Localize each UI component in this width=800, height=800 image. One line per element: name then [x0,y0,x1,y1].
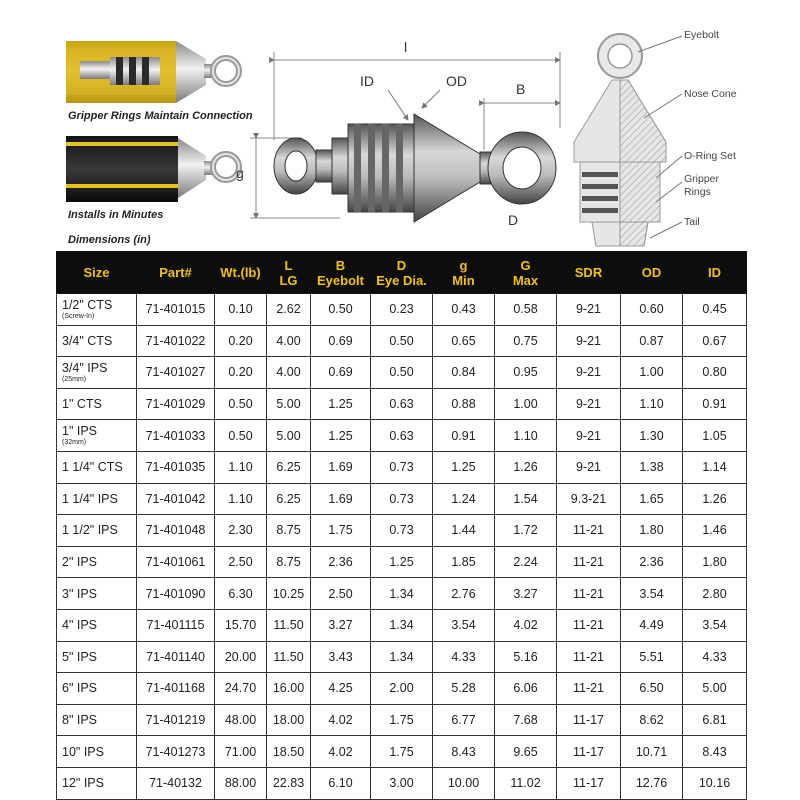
cell-b: 4.02 [311,704,371,736]
cell-wt: 0.20 [215,357,267,389]
cell-d: 1.75 [371,704,433,736]
cell-od: 1.65 [621,483,683,515]
cell-sdr: 9-21 [557,325,621,357]
cell-sdr: 11-21 [557,673,621,705]
cell-wt: 1.10 [215,483,267,515]
table-row [57,483,747,515]
cell-part: 71-40132 [137,767,215,799]
cell-id: 1.14 [683,451,747,483]
cell-part: 71-401140 [137,641,215,673]
cell-gmin: 3.54 [433,609,495,641]
column-header-label: ID [708,265,721,280]
cell-l: 8.75 [267,546,311,578]
cell-sdr: 11-21 [557,609,621,641]
cell-b: 4.25 [311,673,371,705]
cell-gmax: 1.54 [495,483,557,515]
cell-sdr: 11-17 [557,704,621,736]
cell-l: 16.00 [267,673,311,705]
cell-sdr: 11-21 [557,546,621,578]
cell-l: 4.00 [267,325,311,357]
table-row [57,515,747,547]
cell-od: 10.71 [621,736,683,768]
table-row [57,294,747,326]
cell-sdr: 9-21 [557,451,621,483]
cell-l: 6.25 [267,483,311,515]
cell-id: 3.54 [683,609,747,641]
cell-od: 1.00 [621,357,683,389]
cell-gmin: 0.65 [433,325,495,357]
cell-od: 1.38 [621,451,683,483]
cell-part: 71-401168 [137,673,215,705]
size-label: 8" IPS [62,713,98,728]
cell-gmax: 1.72 [495,515,557,547]
cell-gmax: 5.16 [495,641,557,673]
size-label: 1" CTS [62,397,102,412]
cell-size [57,451,137,483]
cell-size [57,325,137,357]
size-label: 1 1/4" IPS [62,491,118,506]
cell-gmin: 10.00 [433,767,495,799]
cell-gmax: 6.06 [495,673,557,705]
cell-part: 71-401273 [137,736,215,768]
cell-b: 6.10 [311,767,371,799]
cell-d: 1.34 [371,609,433,641]
cell-gmin: 1.24 [433,483,495,515]
size-label: 10" IPS [62,744,104,759]
column-header-symbol: B [335,257,346,273]
cell-sdr: 11-21 [557,641,621,673]
cell-l: 22.83 [267,767,311,799]
cell-b: 1.25 [311,388,371,420]
cell-od: 0.60 [621,294,683,326]
size-label: 1 1/2" IPS [62,523,118,538]
cell-id: 2.80 [683,578,747,610]
size-label: 1/2" CTS [62,297,113,312]
size-label: 12" IPS [62,776,104,791]
cell-od: 3.54 [621,578,683,610]
cell-d: 1.75 [371,736,433,768]
cell-b: 1.25 [311,420,371,452]
cell-gmin: 1.44 [433,515,495,547]
cell-od: 4.49 [621,609,683,641]
cell-sdr: 9-21 [557,420,621,452]
cell-sdr: 11-17 [557,736,621,768]
dimensions-caption: Dimensions (in) [68,234,151,246]
cell-id: 0.91 [683,388,747,420]
cell-b: 0.50 [311,294,371,326]
cell-wt: 1.10 [215,451,267,483]
cell-part: 71-401090 [137,578,215,610]
cell-part: 71-401027 [137,357,215,389]
column-header [311,252,371,294]
cell-wt: 15.70 [215,609,267,641]
cell-l: 8.75 [267,515,311,547]
cell-gmax: 7.68 [495,704,557,736]
cell-gmin: 1.85 [433,546,495,578]
xsec-nosecone-label: Nose Cone [684,88,737,100]
column-header-label: OD [641,265,662,280]
cell-gmin: 0.43 [433,294,495,326]
cell-part: 71-401033 [137,420,215,452]
table-row [57,767,747,799]
cell-wt: 6.30 [215,578,267,610]
cell-id: 0.67 [683,325,747,357]
cell-wt: 0.20 [215,325,267,357]
cell-gmax: 11.02 [495,767,557,799]
cell-d: 0.73 [371,451,433,483]
cell-sdr: 11-17 [557,767,621,799]
xsec-tail-label: Tail [684,216,700,228]
cell-gmax: 1.26 [495,451,557,483]
column-header [433,252,495,294]
size-label: 5" IPS [62,649,98,664]
table-row [57,673,747,705]
cell-part: 71-401022 [137,325,215,357]
cell-part: 71-401015 [137,294,215,326]
column-header-label: Max [512,272,539,288]
table-row [57,388,747,420]
table-row [57,546,747,578]
cell-wt: 0.10 [215,294,267,326]
column-header-label: LG [279,272,298,288]
cell-wt: 20.00 [215,641,267,673]
size-note: (25mm) [62,375,87,383]
cell-b: 1.75 [311,515,371,547]
photo-installs [66,132,244,204]
dim-b-label: B [516,81,526,97]
cell-od: 0.87 [621,325,683,357]
cell-part: 71-401219 [137,704,215,736]
photo1-caption: Gripper Rings Maintain Connection [68,110,253,122]
cell-od: 1.30 [621,420,683,452]
cell-part: 71-401035 [137,451,215,483]
cell-size [57,673,137,705]
column-header [267,252,311,294]
cell-gmax: 0.95 [495,357,557,389]
cell-part: 71-401115 [137,609,215,641]
cell-size [57,641,137,673]
table-row [57,420,747,452]
cell-gmax: 4.02 [495,609,557,641]
cell-sdr: 9.3-21 [557,483,621,515]
cell-id: 1.80 [683,546,747,578]
cell-sdr: 11-21 [557,578,621,610]
cell-b: 3.27 [311,609,371,641]
cell-gmin: 0.91 [433,420,495,452]
cell-gmax: 1.10 [495,420,557,452]
column-header-symbol: L [284,257,293,273]
cell-l: 11.50 [267,609,311,641]
cell-wt: 88.00 [215,767,267,799]
cell-wt: 24.70 [215,673,267,705]
column-header-label: Eye Dia. [376,272,427,288]
cell-size [57,483,137,515]
cell-b: 0.69 [311,325,371,357]
cell-sdr: 9-21 [557,294,621,326]
cell-d: 1.34 [371,578,433,610]
table-row [57,704,747,736]
photo2-caption: Installs in Minutes [68,209,164,221]
cell-b: 1.69 [311,483,371,515]
size-label: 1" IPS [62,424,98,439]
cell-part: 71-401042 [137,483,215,515]
size-label: 3/4" CTS [62,333,113,348]
table-row [57,325,747,357]
cell-size [57,420,137,452]
cell-size [57,578,137,610]
cell-d: 0.50 [371,357,433,389]
size-label: 4" IPS [62,618,98,633]
cell-wt: 0.50 [215,420,267,452]
cell-l: 6.25 [267,451,311,483]
column-header [137,252,215,294]
cell-b: 3.43 [311,641,371,673]
cell-b: 4.02 [311,736,371,768]
cell-gmin: 5.28 [433,673,495,705]
cell-id: 1.46 [683,515,747,547]
size-label: 3/4" IPS [62,360,108,375]
cell-l: 5.00 [267,420,311,452]
cell-part: 71-401029 [137,388,215,420]
size-note: (32mm) [62,439,87,447]
cell-part: 71-401048 [137,515,215,547]
cell-b: 2.50 [311,578,371,610]
column-header [621,252,683,294]
cell-od: 6.50 [621,673,683,705]
column-header [683,252,747,294]
size-label: 3" IPS [62,586,98,601]
cell-wt: 0.50 [215,388,267,420]
table-header-row [57,252,747,294]
cell-id: 1.05 [683,420,747,452]
size-label: 1 1/4" CTS [62,460,123,475]
cell-d: 0.50 [371,325,433,357]
cell-od: 2.36 [621,546,683,578]
cell-id: 8.43 [683,736,747,768]
cell-gmax: 0.58 [495,294,557,326]
table-row [57,609,747,641]
cell-wt: 71.00 [215,736,267,768]
table-row [57,578,747,610]
cell-b: 1.69 [311,451,371,483]
dim-od-label: OD [446,73,467,89]
column-header-label: SDR [574,265,603,280]
dimension-diagram [236,28,574,243]
cell-d: 1.34 [371,641,433,673]
cell-l: 10.25 [267,578,311,610]
cell-gmax: 3.27 [495,578,557,610]
cell-gmin: 0.88 [433,388,495,420]
cell-size [57,294,137,326]
cell-od: 5.51 [621,641,683,673]
cell-l: 4.00 [267,357,311,389]
size-note: (Screw-In) [62,312,95,320]
xsec-gripper-label: Gripper [684,173,720,185]
cell-size [57,546,137,578]
column-header [371,252,433,294]
cell-od: 8.62 [621,704,683,736]
cell-id: 0.45 [683,294,747,326]
xsec-rings-label: Rings [684,186,711,198]
cell-d: 2.00 [371,673,433,705]
table-row [57,641,747,673]
cell-size [57,609,137,641]
xsec-eyebolt-label: Eyebolt [684,29,720,41]
size-label: 2" IPS [62,555,98,570]
cell-gmax: 2.24 [495,546,557,578]
cell-od: 12.76 [621,767,683,799]
cell-gmin: 8.43 [433,736,495,768]
cell-id: 10.16 [683,767,747,799]
column-header-label: Min [452,272,475,288]
cell-b: 0.69 [311,357,371,389]
cell-l: 2.62 [267,294,311,326]
cell-size [57,515,137,547]
column-header [557,252,621,294]
cell-d: 0.23 [371,294,433,326]
cell-sdr: 11-21 [557,515,621,547]
cell-gmin: 6.77 [433,704,495,736]
dim-d-label: D [508,212,519,228]
cell-size [57,357,137,389]
cell-size [57,736,137,768]
cell-d: 3.00 [371,767,433,799]
cell-gmax: 0.75 [495,325,557,357]
column-header-symbol: G [520,257,531,273]
cell-d: 0.63 [371,420,433,452]
cell-size [57,767,137,799]
cell-id: 0.80 [683,357,747,389]
specifications-table [56,251,747,800]
cell-sdr: 9-21 [557,388,621,420]
photo-gripper-rings [66,35,244,107]
dim-id-label: ID [360,73,374,89]
dim-l-label: l [404,39,408,55]
cell-size [57,704,137,736]
cell-id: 4.33 [683,641,747,673]
size-label: 6" IPS [62,681,98,696]
column-header-label: Size [83,265,110,280]
column-header [57,252,137,294]
cell-part: 71-401061 [137,546,215,578]
cell-l: 11.50 [267,641,311,673]
column-header-label: Eyebolt [317,272,364,288]
cell-wt: 2.30 [215,515,267,547]
cell-wt: 2.50 [215,546,267,578]
column-header [495,252,557,294]
cell-od: 1.10 [621,388,683,420]
cell-b: 2.36 [311,546,371,578]
cell-id: 5.00 [683,673,747,705]
cell-d: 0.73 [371,483,433,515]
column-header-symbol: D [396,257,407,273]
table-row [57,736,747,768]
cell-gmin: 1.25 [433,451,495,483]
cell-size [57,388,137,420]
cell-gmin: 2.76 [433,578,495,610]
cell-gmax: 1.00 [495,388,557,420]
cell-l: 18.50 [267,736,311,768]
column-header-label: Wt.(lb) [220,265,261,280]
cell-l: 18.00 [267,704,311,736]
cell-d: 0.63 [371,388,433,420]
column-header [215,252,267,294]
cell-id: 6.81 [683,704,747,736]
cell-d: 1.25 [371,546,433,578]
cell-sdr: 9-21 [557,357,621,389]
cell-gmax: 9.65 [495,736,557,768]
cell-od: 1.80 [621,515,683,547]
cell-l: 5.00 [267,388,311,420]
cell-wt: 48.00 [215,704,267,736]
cell-gmin: 0.84 [433,357,495,389]
cell-gmin: 4.33 [433,641,495,673]
column-header-label: Part# [159,265,192,280]
table-row [57,451,747,483]
column-header-symbol: g [459,257,468,273]
dim-g-label: g [236,165,244,181]
table-row [57,357,747,389]
cell-d: 0.73 [371,515,433,547]
cell-id: 1.26 [683,483,747,515]
cross-section-diagram [574,22,754,252]
xsec-oring-label: O-Ring Set [684,150,736,162]
